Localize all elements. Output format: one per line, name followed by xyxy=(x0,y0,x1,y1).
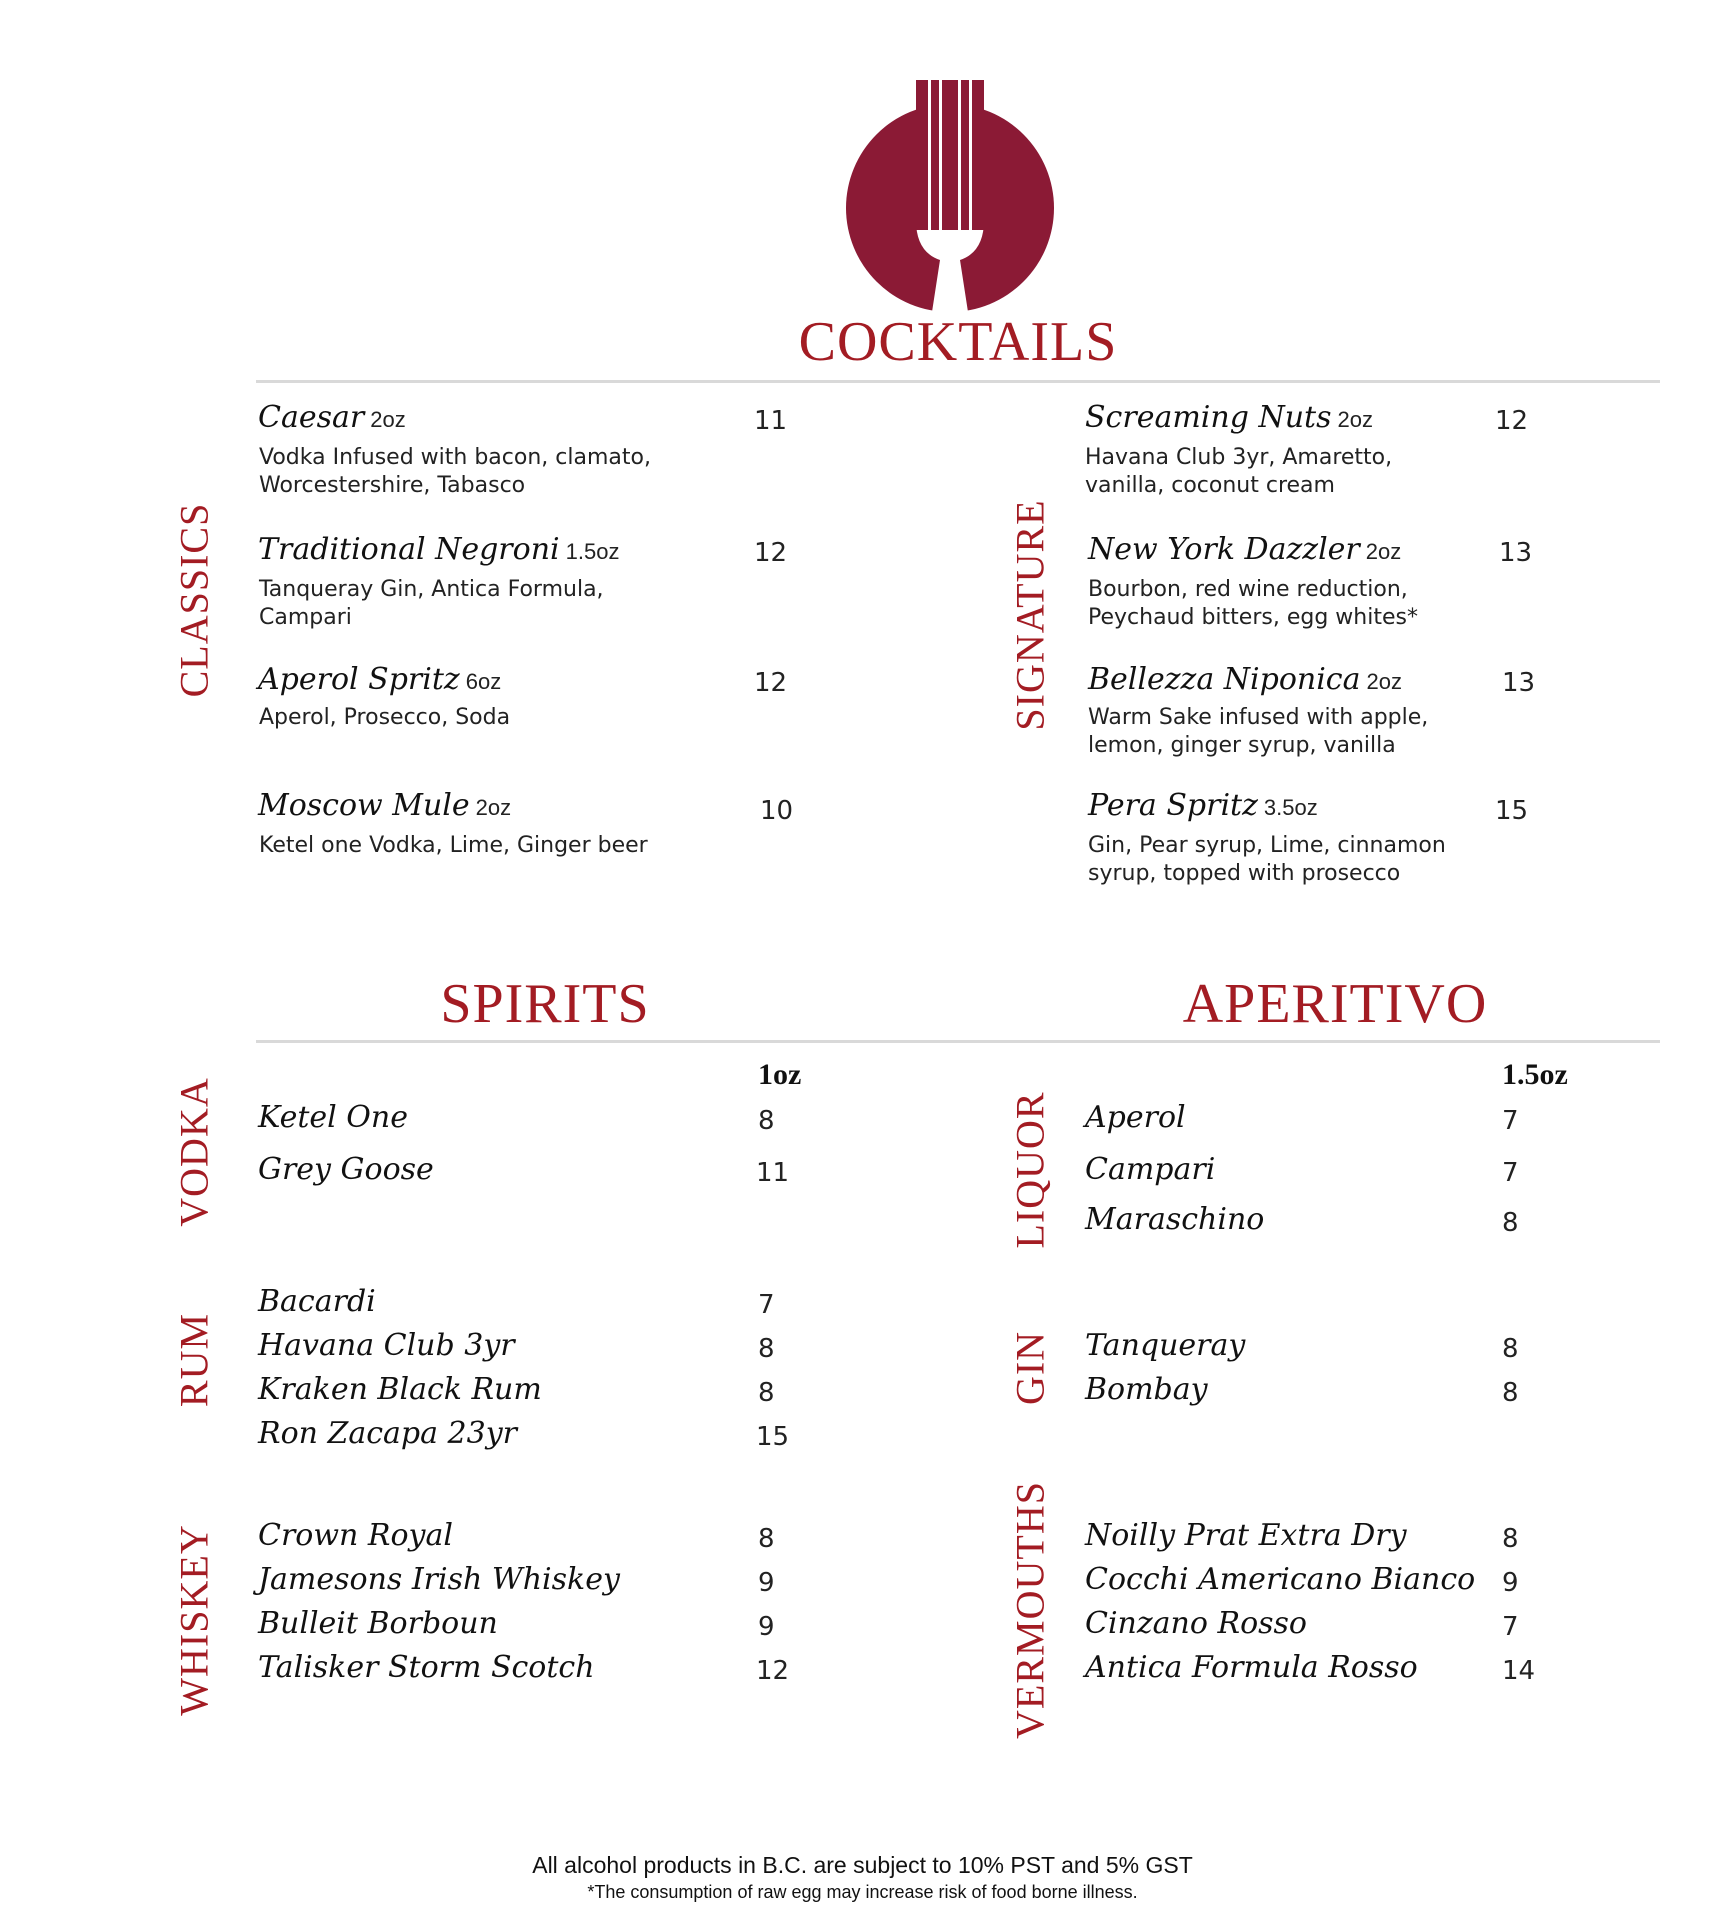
cocktail-price: 11 xyxy=(754,406,788,436)
cocktail-name: Caesar 2oz xyxy=(258,400,406,435)
aperitivo-name: Antica Formula Rosso xyxy=(1085,1650,1418,1685)
spirit-name: Havana Club 3yr xyxy=(258,1328,515,1363)
cocktail-description: Peychaud bitters, egg whites* xyxy=(1088,605,1418,630)
aperitivo-price: 7 xyxy=(1502,1612,1519,1642)
spirit-price: 9 xyxy=(758,1568,775,1598)
spirits-title: SPIRITS xyxy=(440,973,650,1035)
cocktail-description: Vodka Infused with bacon, clamato, xyxy=(259,445,651,470)
spirit-name: Ron Zacapa 23yr xyxy=(258,1416,518,1451)
cocktail-size: 2oz xyxy=(475,795,512,820)
rum-label: RUM xyxy=(171,1312,217,1408)
cocktail-name: Screaming Nuts 2oz xyxy=(1085,400,1373,435)
liquor-label: LIQUOR xyxy=(1007,1091,1053,1249)
spirit-price: 15 xyxy=(756,1422,790,1452)
cocktail-price: 12 xyxy=(754,538,788,568)
spirit-name: Talisker Storm Scotch xyxy=(258,1650,595,1685)
cocktails-divider xyxy=(256,380,1660,383)
spirit-price: 8 xyxy=(758,1524,775,1554)
gin-label: GIN xyxy=(1007,1330,1053,1406)
cocktail-description: Gin, Pear syrup, Lime, cinnamon xyxy=(1088,833,1446,858)
spirit-name: Jamesons Irish Whiskey xyxy=(258,1562,620,1597)
spirit-price: 8 xyxy=(758,1378,775,1408)
cocktail-description: vanilla, coconut cream xyxy=(1085,473,1335,498)
cocktail-size: 2oz xyxy=(1366,669,1402,694)
cocktail-description: Campari xyxy=(259,605,352,630)
signature-label: SIGNATURE xyxy=(1007,499,1053,731)
tax-note: All alcohol products in B.C. are subject to 10% PST and 5% GST xyxy=(532,1852,1193,1878)
cocktails-title: COCKTAILS xyxy=(798,311,1118,373)
cocktail-description: Worcestershire, Tabasco xyxy=(259,473,526,498)
cocktail-size: 2oz xyxy=(1337,407,1373,432)
spirits-divider xyxy=(256,1040,1660,1043)
spirit-price: 8 xyxy=(758,1334,775,1364)
spirit-name: Crown Royal xyxy=(258,1518,453,1553)
cocktail-description: Warm Sake infused with apple, xyxy=(1088,705,1429,730)
aperitivo-price: 8 xyxy=(1502,1378,1519,1408)
whiskey-label: WHISKEY xyxy=(171,1524,217,1716)
cocktail-name: Moscow Mule 2oz xyxy=(258,788,512,823)
aperitivo-price: 9 xyxy=(1502,1568,1519,1598)
cocktail-price: 10 xyxy=(760,796,794,826)
spirit-name: Grey Goose xyxy=(258,1152,434,1187)
aperitivo-name: Tanqueray xyxy=(1085,1328,1246,1363)
cocktail-description: Bourbon, red wine reduction, xyxy=(1088,577,1408,602)
cocktail-size: 2oz xyxy=(1365,539,1402,564)
cocktail-size: 1.5oz xyxy=(565,539,620,564)
raw-egg-note: *The consumption of raw egg may increase risk of food borne illness. xyxy=(587,1882,1138,1902)
aperitivo-name: Bombay xyxy=(1085,1372,1208,1407)
aperitivo-title: APERITIVO xyxy=(1182,973,1488,1035)
spirit-price: 8 xyxy=(758,1106,775,1136)
cocktail-size: 6oz xyxy=(465,669,502,694)
fork-logo xyxy=(842,80,1058,312)
aperitivo-price: 7 xyxy=(1502,1158,1519,1188)
cocktail-size: 3.5oz xyxy=(1263,795,1318,820)
aperitivo-price: 8 xyxy=(1502,1208,1519,1238)
spirit-price: 12 xyxy=(756,1656,790,1686)
spirit-name: Bulleit Borboun xyxy=(258,1606,498,1641)
cocktail-name: New York Dazzler 2oz xyxy=(1088,532,1402,567)
cocktail-name: Traditional Negroni 1.5oz xyxy=(258,532,620,567)
cocktail-description: Havana Club 3yr, Amaretto, xyxy=(1085,445,1393,470)
vodka-label: VODKA xyxy=(171,1077,217,1227)
cocktail-price: 13 xyxy=(1499,538,1533,568)
aperitivo-name: Cocchi Americano Bianco xyxy=(1085,1562,1476,1597)
cocktail-description: Ketel one Vodka, Lime, Ginger beer xyxy=(259,833,648,858)
aperitivo-name: Campari xyxy=(1085,1152,1216,1187)
spirit-price: 7 xyxy=(758,1290,775,1320)
aperitivo-price: 8 xyxy=(1502,1334,1519,1364)
cocktail-size: 2oz xyxy=(370,407,406,432)
aperitivo-name: Aperol xyxy=(1085,1100,1186,1135)
spirit-price: 9 xyxy=(758,1612,775,1642)
cocktail-name: Bellezza Niponica 2oz xyxy=(1088,662,1402,697)
spirits-pour-size: 1oz xyxy=(758,1058,802,1091)
aperitivo-price: 7 xyxy=(1502,1106,1519,1136)
spirit-name: Kraken Black Rum xyxy=(258,1372,542,1407)
aperitivo-price: 14 xyxy=(1502,1656,1536,1686)
cocktail-price: 13 xyxy=(1502,668,1536,698)
spirit-name: Bacardi xyxy=(258,1284,376,1319)
aperitivo-pour-size: 1.5oz xyxy=(1502,1058,1568,1091)
cocktail-description: Aperol, Prosecco, Soda xyxy=(259,705,511,730)
aperitivo-name: Noilly Prat Extra Dry xyxy=(1085,1518,1407,1553)
aperitivo-name: Cinzano Rosso xyxy=(1085,1606,1307,1641)
cocktail-name: Pera Spritz 3.5oz xyxy=(1088,788,1318,823)
cocktail-price: 15 xyxy=(1495,796,1529,826)
cocktail-description: Tanqueray Gin, Antica Formula, xyxy=(259,577,604,602)
spirit-name: Ketel One xyxy=(258,1100,408,1135)
cocktail-price: 12 xyxy=(1495,406,1529,436)
cocktail-name: Aperol Spritz 6oz xyxy=(258,662,502,697)
aperitivo-price: 8 xyxy=(1502,1524,1519,1554)
aperitivo-name: Maraschino xyxy=(1085,1202,1265,1237)
cocktail-description: lemon, ginger syrup, vanilla xyxy=(1088,733,1396,758)
classics-label: CLASSICS xyxy=(171,502,217,698)
cocktail-description: syrup, topped with prosecco xyxy=(1088,861,1401,886)
vermouths-label: VERMOUTHS xyxy=(1007,1481,1053,1739)
spirit-price: 11 xyxy=(756,1158,790,1188)
cocktail-price: 12 xyxy=(754,668,788,698)
